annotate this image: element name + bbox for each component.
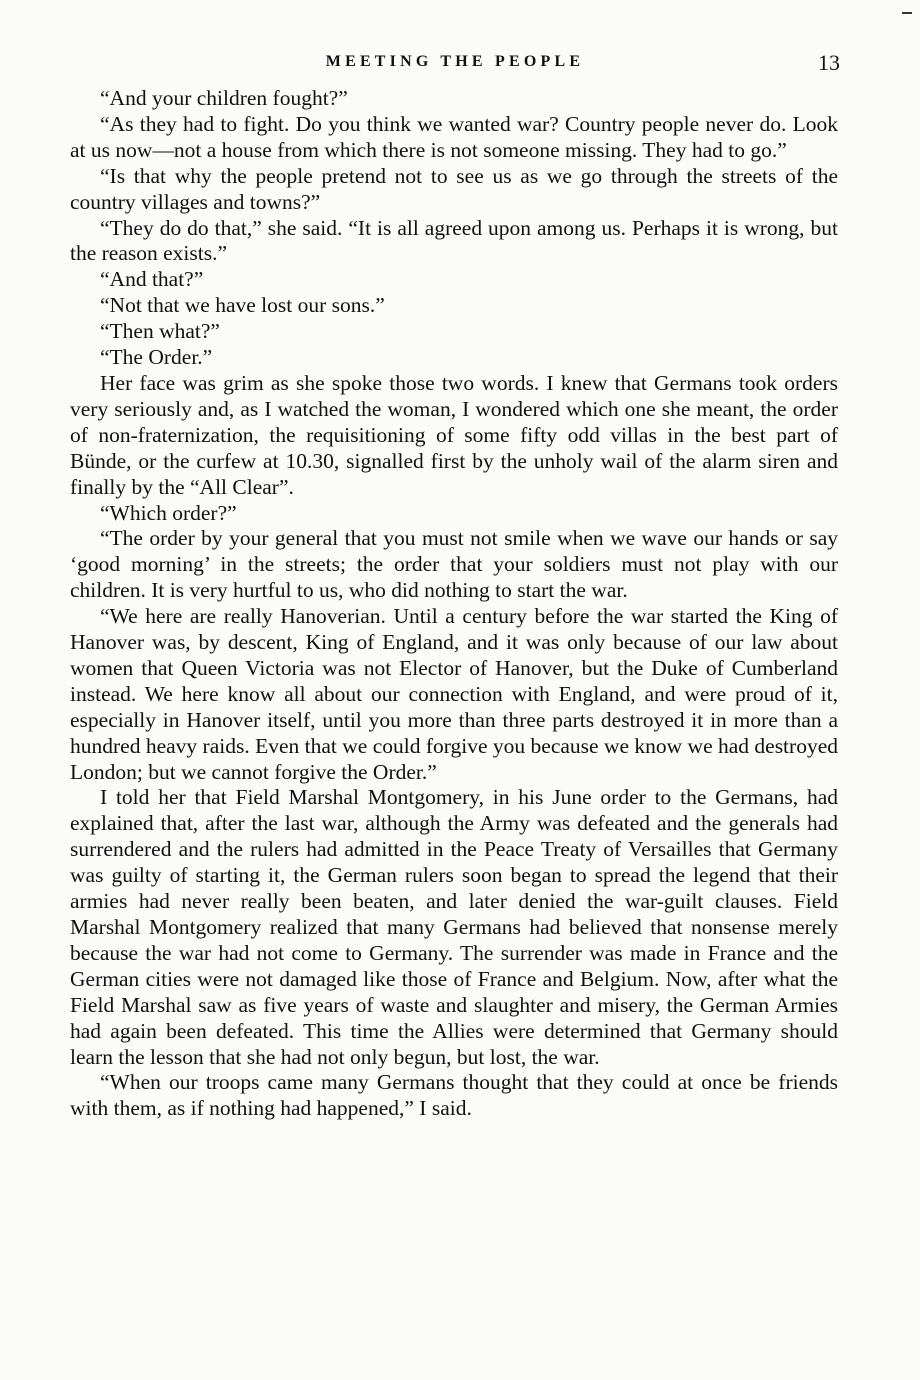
paragraph: “The order by your general that you must not smile when we wave our hands or say ‘good morning’ in the streets; the order that your soldiers must not play with our children. It is very hurtful to us, who did nothing to start the war. bbox=[70, 526, 838, 603]
paragraph: “Not that we have lost our sons.” bbox=[100, 293, 385, 318]
paragraph: “We here are really Hanoverian. Until a century before the war started the King of Hanover was, by descent, King of England, and it was only because of our law about women that Queen Victoria was not Elector of Hanover, but the Duke of Cumberland instead. We here know all about our connection with England, and were proud of it, especially in Hanover itself, until you more than three parts destroyed it in more than a hundred heavy raids. Even that we could forgive you because we know we had destroyed London; but we cannot forgive the Order.” bbox=[70, 604, 838, 784]
body-text bbox=[70, 86, 838, 1122]
running-head bbox=[70, 50, 840, 76]
paragraph: “And your children fought?” bbox=[100, 86, 348, 110]
paragraph: “Is that why the people pretend not to see us as we go through the streets of the country villages and towns?” bbox=[70, 163, 838, 214]
paragraph: “As they had to fight. Do you think we wanted war? Country people never do. Look at us now—not a house from which there is not someone missing. They had to go.” bbox=[70, 111, 838, 162]
paragraph: Her face was grim as she spoke those two words. I knew that Germans took orders very seriously and, as I watched the woman, I wondered which one she meant, the order of non-fraternization, the requisitioning of some fifty odd villas in the best part of Bünde, or the curfew at 10.30, signalled first by the unholy wail of the alarm siren and finally by the “All Clear”. bbox=[70, 370, 838, 499]
paragraph: “Which order?” bbox=[100, 500, 237, 525]
paragraph: “They do do that,” she said. “It is all agreed upon among us. Perhaps it is wrong, but the reason exists.” bbox=[70, 215, 838, 266]
paragraph: I told her that Field Marshal Montgomery, in his June order to the Germans, had explained that, after the last war, although the Army was defeated and the generals had surrendered and the rulers had admitted in the Peace Treaty of Versailles that Germany was guilty of starting it, the German rulers soon began to spread the legend that their armies had never really been beaten, and later denied the war-guilt clauses. Field Marshal Montgomery realized that many Germans had believed that nonsense merely because the war had not come to Germany. The surrender was made in France and the German cities were not damaged like those of France and Belgium. Now, after what the Field Marshal saw as five years of waste and slaughter and misery, the German Armies had again been defeated. This time the Allies were determined that Germany should learn the lesson that she had not only begun, but lost, the war. bbox=[70, 785, 838, 1069]
paragraph: “The Order.” bbox=[100, 345, 213, 370]
margin-mark bbox=[902, 12, 912, 14]
paragraph: “And that?” bbox=[100, 267, 204, 292]
paragraph: “When our troops came many Germans thought that they could at once be friends with them, as if nothing had happened,” I said. bbox=[70, 1070, 838, 1121]
page-number: 13 bbox=[818, 50, 840, 75]
running-title: MEETING THE PEOPLE bbox=[325, 53, 585, 70]
paragraph: “Then what?” bbox=[100, 319, 220, 344]
